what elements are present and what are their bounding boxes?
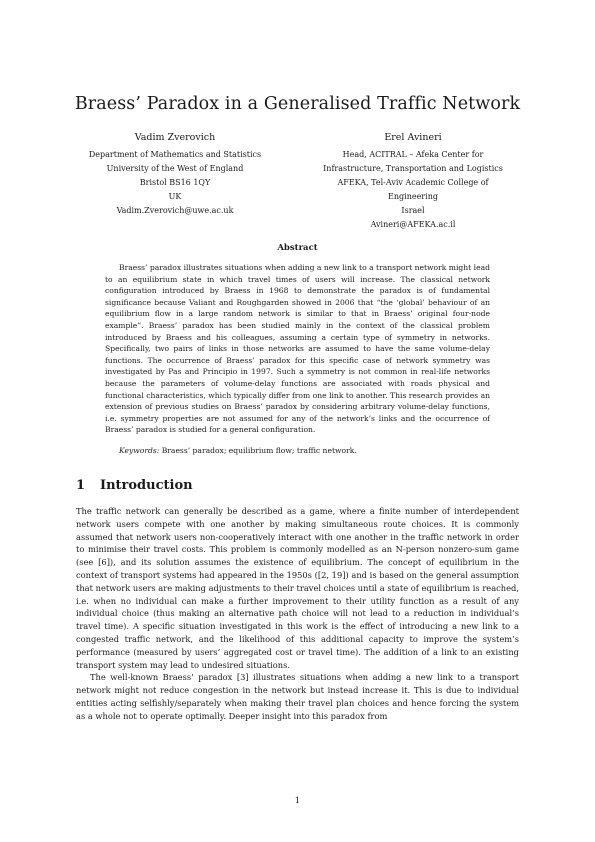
author-affiliation-line: Bristol BS16 1QY (139, 178, 211, 187)
author-affiliation-line: Infrastructure, Transportation and Logistics (323, 164, 503, 173)
author-name: Erel Avineri (384, 132, 442, 143)
section-body (76, 505, 519, 723)
keywords (119, 446, 489, 455)
abstract-heading: Abstract (277, 243, 318, 253)
section-heading (76, 478, 193, 493)
keywords-label: Keywords: (119, 446, 160, 455)
keywords-text: Braess’ paradox; equilibrium flow; traffic network. (161, 446, 357, 455)
section-title: Introduction (100, 478, 193, 493)
author-affiliation-line: University of the West of England (106, 164, 244, 173)
abstract-text: Braess’ paradox illustrates situations when adding a new link to a transport network might lead to an equilibrium state in which travel times of users will increase. The classical network configuration introduced by Braess in 1968 to demonstrate the paradox is of fundamental significance because Valiant and Roughgarden showed in 2006 that “the ‘global’ behaviour of an equilibrium flow in a large random network is similar to that in Braess’ original four-node example”. Braess’ paradox has been studied mainly in the context of the classical problem introduced by Braess and his colleagues, assuming a certain type of symmetry in networks. Specifically, two pairs of links in those networks are assumed to have the same volume-delay functions. The occurrence of Braess’ paradox for this specific case of network symmetry was investigated by Pas and Principio in 1997. Such a symmetry is not common in real-life networks because the parameters of volume-delay functions are associated with roads physical and functional characteristics, which typically differ from one link to another. This research provides an extension of previous studies on Braess’ paradox by considering arbitrary volume-delay functions, i.e. symmetry properties are not assumed for any of the network’s links and the occurrence of Braess’ paradox is studied for a general configuration. (105, 263, 490, 435)
author-affiliation-line: Head, ACITRAL – Afeka Center for (342, 150, 484, 159)
body-paragraph: The well-known Braess’ paradox [3] illustrates situations when adding a new link to a transport network might not reduce congestion in the network but instead increase it. This is due to individual entities acting selfishly/separately when making their travel plan choices and hence forcing the system as a whole not to operate optimally. Deeper insight into this paradox from (76, 672, 519, 721)
abstract (105, 262, 490, 436)
paper-title: Braess’ Paradox in a Generalised Traffic Network (74, 94, 521, 114)
page-number: 1 (294, 796, 301, 806)
body-paragraph: The traffic network can generally be described as a game, where a finite number of interdependent network users compete with one another by making simultaneous route choices. It is commonly assumed that network users non-cooperatively interact with one another in the traffic network in order to minimise their travel costs. This problem is commonly modelled as an N-person nonzero-sum game (see [6]), and its solution assumes the existence of equilibrium. The concept of equilibrium in the context of transport systems had appeared in the 1950s ([2, 19]) and is based on the general assumption that network users are making adjustments to their travel choices until a state of equilibrium is reached, i.e. when no individual can make a further improvement to their utility function as a result of any individual choice (thus making an alternative path choice will not lead to a reduction in individual’s travel time). A specific situation investigated in this work is the effect of introducing a new link to a congested traffic network, and the likelihood of this additional capacity to improve the system’s performance (measured by users’ aggregated cost or travel time). The addition of a link to an existing transport system may lead to undesired situations. (76, 506, 519, 670)
author-affiliation-line: Department of Mathematics and Statistics (88, 150, 262, 159)
author-block-zverovich (80, 130, 270, 218)
author-block-avineri (318, 130, 508, 232)
author-affiliation-line: Israel (401, 206, 425, 215)
author-email: Avineri@AFEKA.ac.il (370, 220, 456, 229)
section-number: 1 (76, 478, 86, 493)
author-affiliation-line: AFEKA, Tel-Aviv Academic College of Engineering (337, 178, 489, 201)
author-name: Vadim Zverovich (134, 132, 216, 143)
author-affiliation-line: UK (168, 192, 182, 201)
author-email: Vadim.Zverovich@uwe.ac.uk (116, 206, 234, 215)
